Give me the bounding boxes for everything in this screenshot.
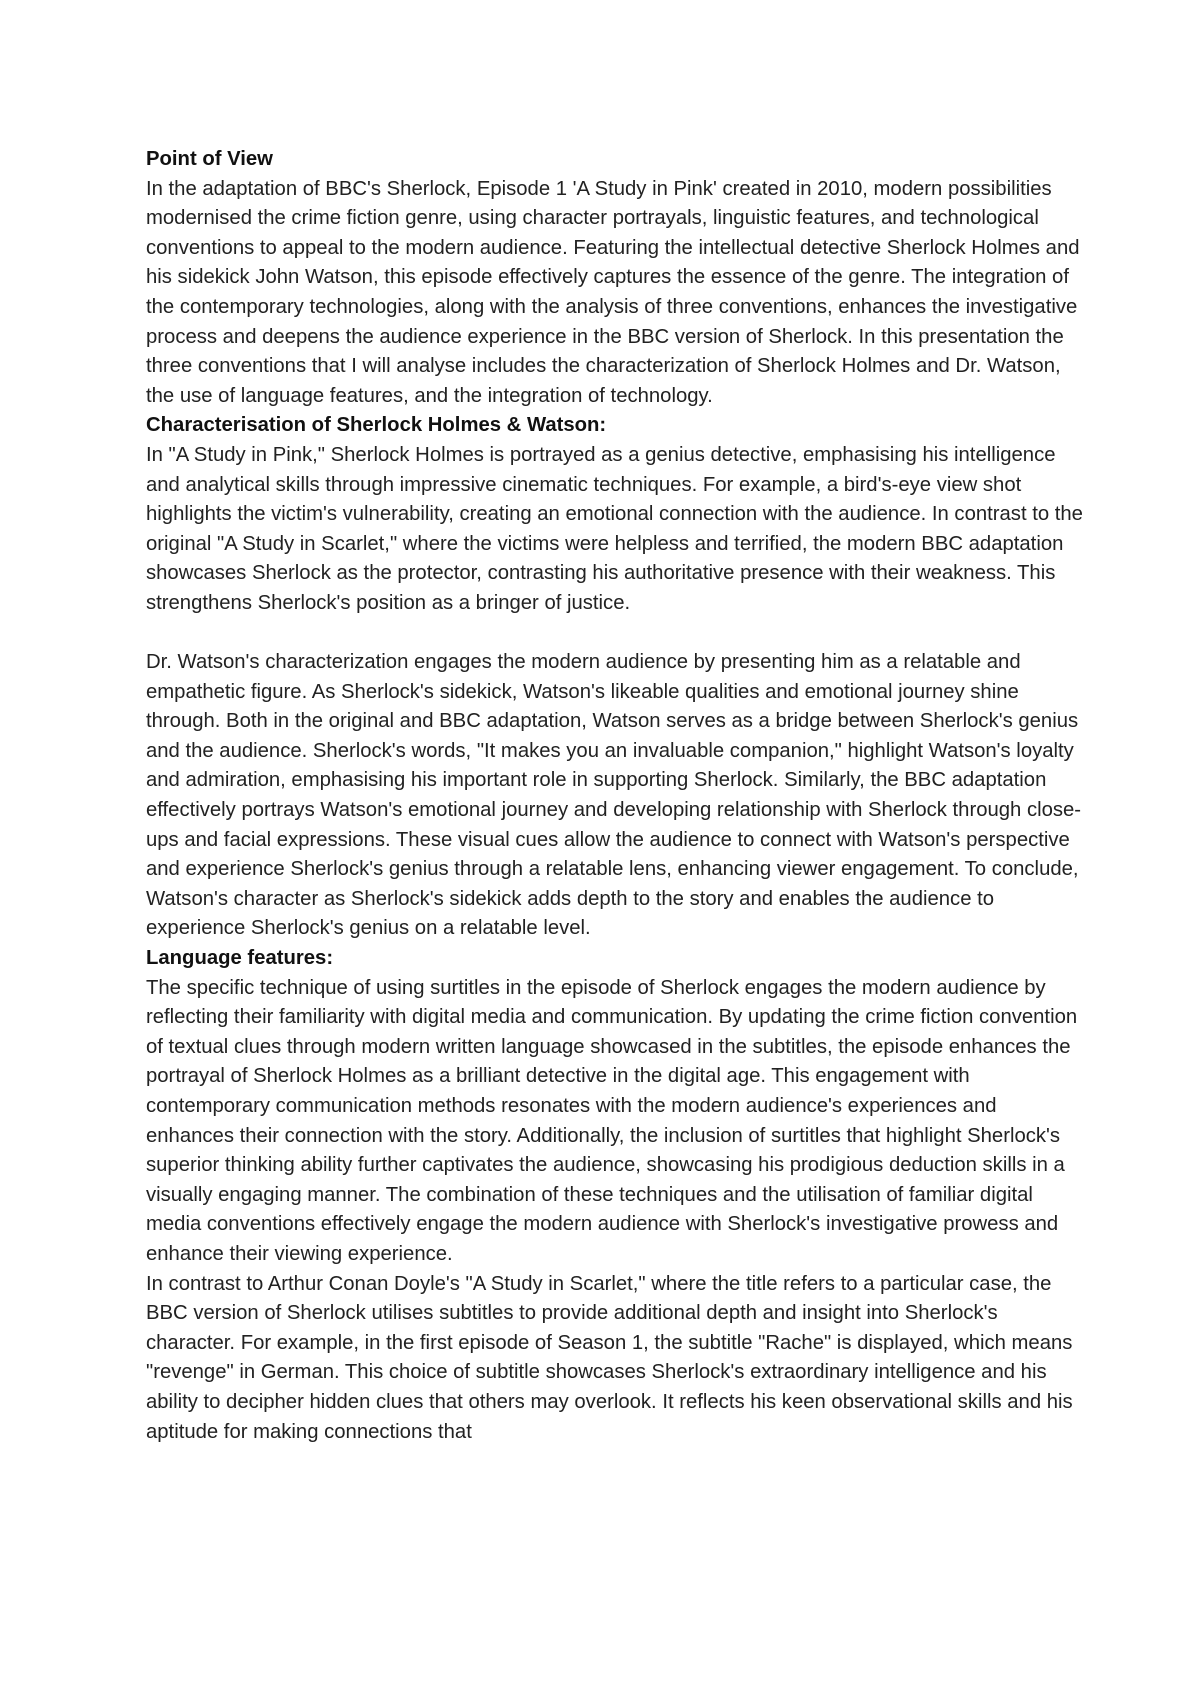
paragraph-point-of-view: In the adaptation of BBC's Sherlock, Episode 1 'A Study in Pink' created in 2010, modern possibilities modernised the crime fiction genre, using character portrayals, linguistic features, and technological conventions to appeal to the modern audience. Featuring the intellectual detective Sherlock Holmes and his sidekick John Watson, this episode effectively captures the essence of the genre. The integration of the contemporary technologies, along with the analysis of three conventions, enhances the investigative process and deepens the audience experience in the BBC version of Sherlock. In this presentation the three conventions that I will analyse includes the characterization of Sherlock Holmes and Dr. Watson, the use of language features, and the integration of technology. <box>146 177 1080 407</box>
paragraph-subtitles-contrast: In contrast to Arthur Conan Doyle's "A Study in Scarlet," where the title refers to a particular case, the BBC version of Sherlock utilises subtitles to provide additional depth and insight into Sherlock's character. For example, in the first episode of Season 1, the subtitle "Rache" is displayed, which means "revenge" in German. This choice of subtitle showcases Sherlock's extraordinary intelligence and his ability to decipher hidden clues that others may overlook. It reflects his keen observational skills and his aptitude for making connections that <box>146 1272 1073 1443</box>
paragraph-surtitles: The specific technique of using surtitles in the episode of Sherlock engages the modern audience by reflecting their familiarity with digital media and communication. By updating the crime fiction convention of textual clues through modern written language showcased in the subtitles, the episode enhances the portrayal of Sherlock Holmes as a brilliant detective in the digital age. This engagement with contemporary communication methods resonates with the modern audience's experiences and enhances their connection with the story. Additionally, the inclusion of surtitles that highlight Sherlock's superior thinking ability further captivates the audience, showcasing his prodigious deduction skills in a visually engaging manner. The combination of these techniques and the utilisation of familiar digital media conventions effectively engage the modern audience with Sherlock's investigative prowess and enhance their viewing experience. <box>146 976 1078 1265</box>
section-point-of-view <box>146 145 1086 411</box>
document-body <box>146 145 1086 1447</box>
paragraph-spacer <box>146 619 1086 649</box>
paragraph-watson-characterisation: Dr. Watson's characterization engages the modern audience by presenting him as a relatable and empathetic figure. As Sherlock's sidekick, Watson's likeable qualities and emotional journey shine through. Both in the original and BBC adaptation, Watson serves as a bridge between Sherlock's genius and the audience. Sherlock's words, "It makes you an invaluable companion," highlight Watson's loyalty and admiration, emphasising his important role in supporting Sherlock. Similarly, the BBC adaptation effectively portrays Watson's emotional journey and developing relationship with Sherlock through close-ups and facial expressions. These visual cues allow the audience to connect with Watson's perspective and experience Sherlock's genius through a relatable lens, enhancing viewer engagement. To conclude, Watson's character as Sherlock's sidekick adds depth to the story and enables the audience to experience Sherlock's genius on a relatable level. <box>146 651 1082 940</box>
heading-characterisation: Characterisation of Sherlock Holmes & Watson: <box>146 414 607 437</box>
paragraph-sherlock-characterisation: In "A Study in Pink," Sherlock Holmes is portrayed as a genius detective, emphasising his intelligence and analytical skills through impressive cinematic techniques. For example, a bird's-eye view shot highlights the victim's vulnerability, creating an emotional connection with the audience. In contrast to the original "A Study in Scarlet," where the victims were helpless and terrified, the modern BBC adaptation showcases Sherlock as the protector, contrasting his authoritative presence with their weakness. This strengthens Sherlock's position as a bringer of justice. <box>146 443 1083 614</box>
section-characterisation <box>146 411 1086 944</box>
heading-language-features: Language features: <box>146 947 334 970</box>
heading-point-of-view: Point of View <box>146 148 273 170</box>
section-language-features <box>146 944 1086 1447</box>
